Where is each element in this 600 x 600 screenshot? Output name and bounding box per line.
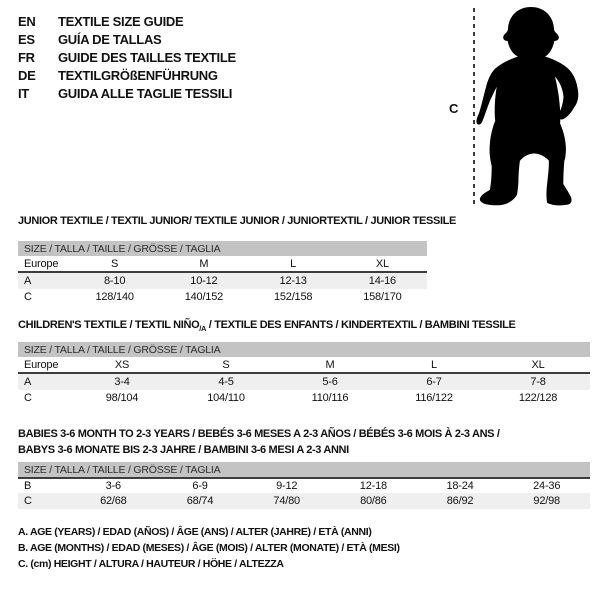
height-cell: 98/104: [105, 392, 139, 404]
row-label: C: [24, 495, 32, 507]
language-row-de: [18, 66, 236, 84]
language-code: ES: [18, 31, 35, 47]
height-cell: 110/116: [311, 392, 349, 404]
language-code: FR: [18, 49, 35, 65]
age-cell: 24-36: [533, 480, 561, 492]
age-cell: 3-4: [114, 376, 130, 388]
language-code: DE: [18, 67, 36, 83]
age-cell: 12-13: [279, 275, 307, 287]
age-cell: 6-7: [426, 376, 442, 388]
height-cell: 104/110: [207, 392, 245, 404]
children-size-table: [18, 342, 590, 406]
table-row-a: [18, 374, 590, 390]
baby-silhouette-icon: [455, 2, 600, 210]
footnote-a: A. AGE (YEARS) / EDAD (AÑOS) / ÂGE (ANS) / ALTER (JAHRE) / ETÀ (ANNI): [18, 526, 372, 538]
table-row-europe: [18, 358, 590, 374]
size-cell: M: [199, 258, 209, 270]
language-title: GUÍA DE TALLAS: [58, 31, 162, 47]
language-title: GUIDA ALLE TAGLIE TESSILI: [58, 85, 233, 101]
height-cell: 80/86: [360, 495, 387, 507]
footnote-c: C. (cm) HEIGHT / ALTURA / HAUTEUR / HÖHE / ALTEZZA: [18, 558, 284, 570]
height-cell: 68/74: [186, 495, 214, 507]
age-cell: 10-12: [190, 275, 218, 287]
junior-size-table: [18, 241, 427, 305]
table-row-c: [18, 289, 427, 305]
language-row-en: [18, 12, 236, 30]
height-measure-figure: [440, 0, 600, 215]
age-cell: 8-10: [104, 275, 126, 287]
height-cell: 86/92: [446, 495, 474, 507]
height-cell: 92/98: [533, 495, 560, 507]
size-header-bar: SIZE / TALLA / TAILLE / GRÖSSE / TAGLIA: [18, 342, 590, 357]
babies-title-line1: BABIES 3-6 MONTH TO 2-3 YEARS / BEBÉS 3-6 MESES A 2-3 AÑOS / BÉBÉS 3-6 MOIS À 2-3 ANS /: [18, 428, 500, 440]
row-label: B: [24, 480, 32, 492]
height-cell: 158/170: [363, 291, 402, 303]
babies-table-title: [18, 426, 500, 458]
height-cell: 122/128: [518, 392, 558, 404]
language-row-it: [18, 84, 236, 102]
height-cell: 128/140: [95, 291, 134, 303]
row-label: C: [24, 392, 32, 404]
language-row-es: [18, 30, 236, 48]
size-cell: M: [325, 359, 335, 371]
size-header-bar: SIZE / TALLA / TAILLE / GRÖSSE / TAGLIA: [18, 241, 427, 256]
size-cell: XS: [114, 359, 130, 371]
table-row-c: [18, 390, 590, 406]
row-label: A: [24, 275, 32, 287]
age-cell: 4-5: [218, 376, 234, 388]
table-row-europe: [18, 257, 427, 273]
size-cell: L: [290, 258, 297, 270]
height-cell: 62/68: [100, 495, 127, 507]
language-title: TEXTILGRÖßENFÜHRUNG: [58, 67, 218, 83]
age-cell: 7-8: [530, 376, 546, 388]
age-cell: 5-6: [322, 376, 338, 388]
size-cell: XL: [375, 258, 389, 270]
size-cell: S: [111, 258, 119, 270]
age-cell: 18-24: [446, 480, 474, 492]
size-header-bar: SIZE / TALLA / TAILLE / GRÖSSE / TAGLIA: [18, 462, 590, 477]
table-row-c: [18, 493, 590, 509]
row-label: C: [24, 291, 32, 303]
size-cell: S: [222, 359, 230, 371]
height-cell: 152/158: [273, 291, 313, 303]
children-table-title: [18, 319, 515, 333]
age-cell: 14-16: [368, 275, 396, 287]
footnote-b: B. AGE (MONTHS) / EDAD (MESES) / ÂGE (MOIS) / ALTER (MONATE) / ETÀ (MESI): [18, 542, 400, 554]
row-label: Europe: [24, 258, 59, 270]
table-row-b: [18, 477, 590, 493]
measure-c-label: C: [449, 101, 459, 116]
children-title-pre: CHILDREN'S TEXTILE / TEXTIL NIÑO: [18, 319, 200, 331]
children-title-post: / TEXTILE DES ENFANTS / KINDERTEXTIL / BAMBINI TESSILE: [206, 319, 516, 331]
junior-table-title: JUNIOR TEXTILE / TEXTIL JUNIOR/ TEXTILE JUNIOR / JUNIORTEXTIL / JUNIOR TESSILE: [18, 215, 457, 227]
age-cell: 12-18: [359, 480, 387, 492]
age-cell: 6-9: [192, 480, 208, 492]
age-cell: 9-12: [276, 480, 298, 492]
children-title-sub: /A: [199, 324, 207, 334]
babies-size-table: [18, 462, 590, 509]
footnotes: [18, 526, 400, 574]
language-title: GUIDE DES TAILLES TEXTILE: [58, 49, 236, 65]
table-row-a: [18, 273, 427, 289]
babies-title-line2: BABYS 3-6 MONATE BIS 2-3 JAHRE / BAMBINI 3-6 MESI A 2-3 ANNI: [18, 444, 349, 456]
height-cell: 74/80: [273, 495, 300, 507]
language-row-fr: [18, 48, 236, 66]
row-label: A: [24, 376, 32, 388]
row-label: Europe: [24, 359, 59, 371]
age-cell: 3-6: [105, 480, 121, 492]
size-cell: XL: [531, 359, 545, 371]
language-code: IT: [18, 85, 29, 101]
language-title-block: [18, 12, 236, 102]
size-cell: L: [431, 359, 437, 371]
language-title: TEXTILE SIZE GUIDE: [58, 13, 184, 29]
height-cell: 140/152: [184, 291, 224, 303]
language-code: EN: [18, 13, 36, 29]
height-cell: 116/122: [415, 392, 453, 404]
